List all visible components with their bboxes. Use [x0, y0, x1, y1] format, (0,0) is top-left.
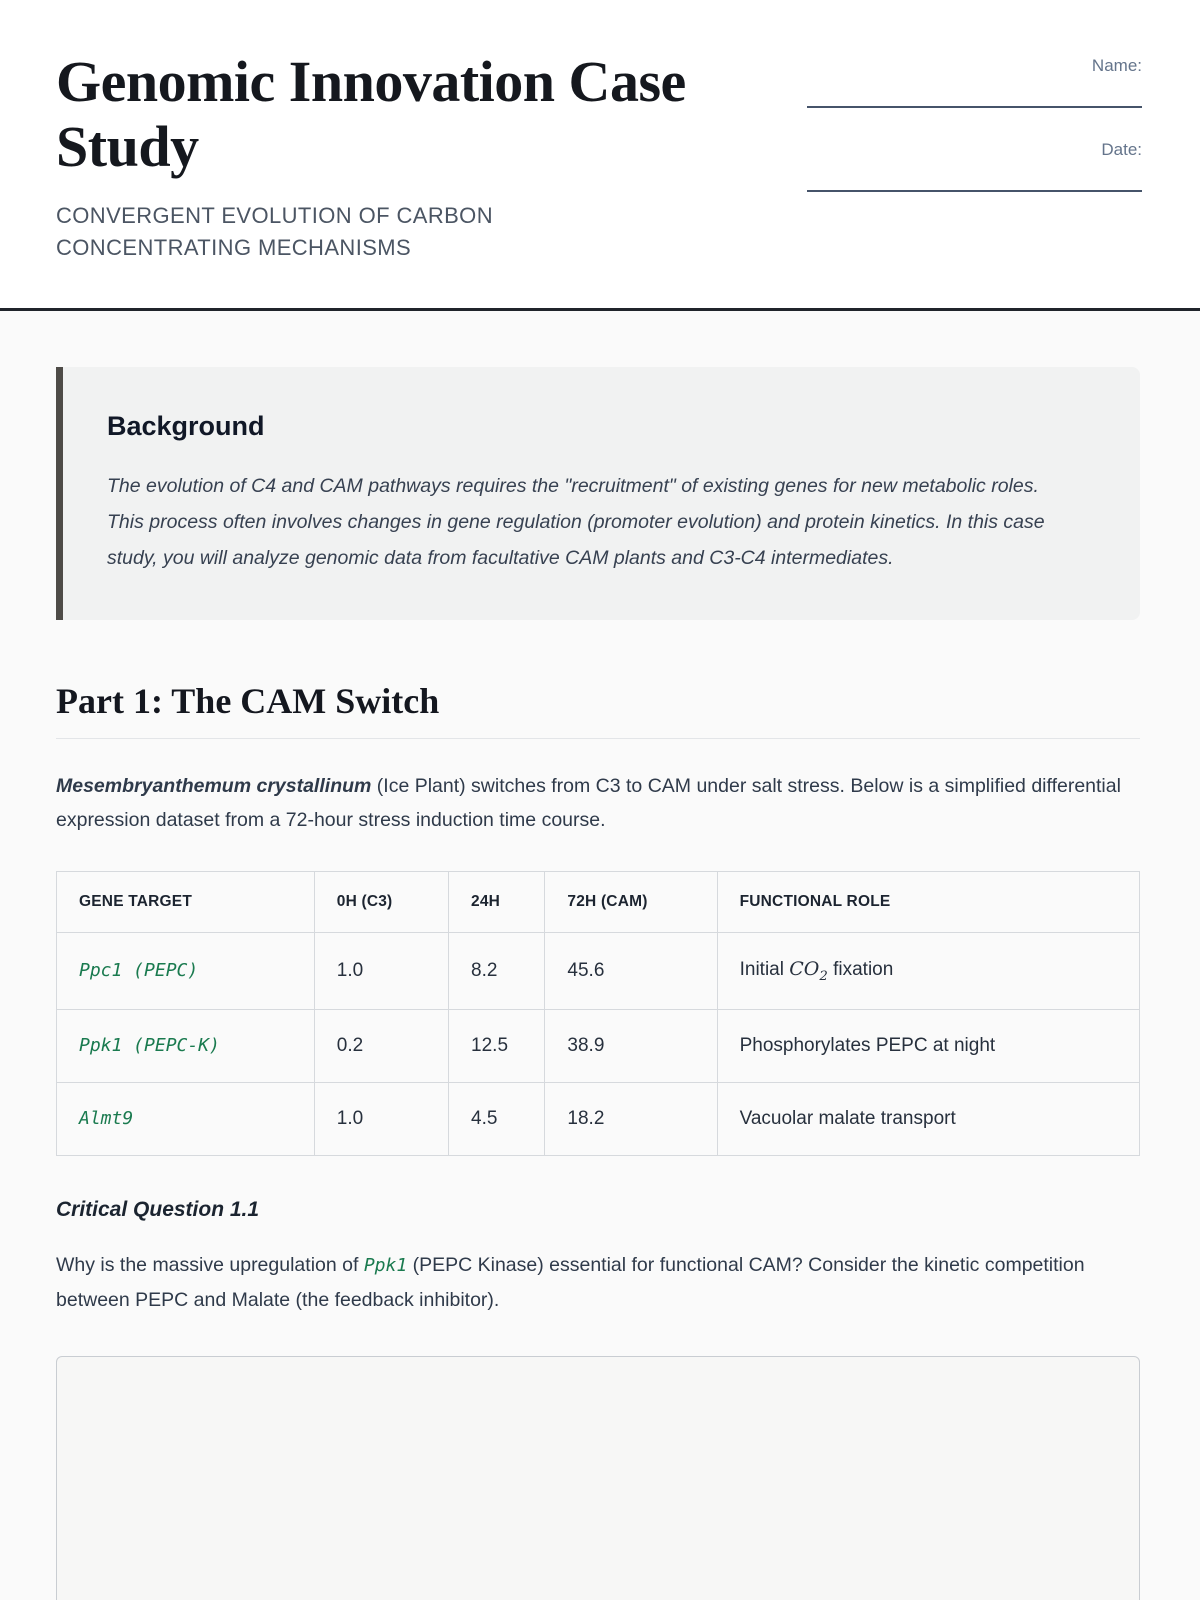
role-cell: Phosphorylates PEPC at night: [717, 1009, 1139, 1082]
background-heading: Background: [107, 410, 265, 441]
background-text: The evolution of C4 and CAM pathways requires the "recruitment" of existing genes for new metabolic roles. This process often involves changes in gene regulation (promoter evolution) and protein kinetics. In this case study, you will analyze genomic data from facultative CAM plants and C3-C4 intermediates.: [107, 474, 1045, 569]
value-cell-0h: 1.0: [314, 1082, 448, 1155]
name-label: Name:: [1091, 56, 1142, 75]
value-cell-24h: 12.5: [449, 1009, 545, 1082]
table-header-row: [57, 872, 1140, 933]
value-cell-72h: 18.2: [545, 1082, 717, 1155]
background-callout: [56, 367, 1140, 620]
col-header-24h: 24H: [449, 872, 545, 933]
intro-text: (Ice Plant) switches from C3 to CAM under salt stress. Below is a simplified differential expression dataset from a 72-hour stress induction time course.: [56, 774, 1121, 831]
answer-box[interactable]: [56, 1356, 1140, 1600]
gene-name: Ppk1 (PEPC-K): [79, 1034, 220, 1056]
main-content: [0, 311, 1200, 1600]
page-title: Genomic Innovation Case Study: [56, 49, 686, 179]
header-title-block: [56, 50, 756, 264]
value-cell-72h: 38.9: [545, 1009, 717, 1082]
question-text-after: (PEPC Kinase) essential for functional CAM? Consider the kinetic competition between PEPC and Malate (the feedback inhibitor).: [56, 1253, 1085, 1312]
gene-cell: [57, 1009, 315, 1082]
expression-table: [56, 871, 1140, 1156]
date-input-line[interactable]: [807, 190, 1142, 192]
part1-intro: [56, 769, 1140, 837]
species-name: Mesembryanthemum crystallinum: [56, 774, 372, 797]
value-cell-24h: 4.5: [449, 1082, 545, 1155]
value-cell-24h: 8.2: [449, 933, 545, 1010]
gene-name: Ppc1 (PEPC): [79, 960, 199, 982]
role-cell: Vacuolar malate transport: [717, 1082, 1139, 1155]
col-header-functional-role: FUNCTIONAL ROLE: [717, 872, 1139, 933]
value-cell-0h: 1.0: [314, 933, 448, 1010]
question-1-1-heading: Critical Question 1.1: [56, 1197, 260, 1221]
col-header-0h: 0H (C3): [314, 872, 448, 933]
page-subtitle: CONVERGENT EVOLUTION OF CARBON CONCENTRATING MECHANISMS: [56, 202, 493, 260]
table-row: [57, 1082, 1140, 1155]
table-row: [57, 933, 1140, 1010]
name-date-block: [807, 50, 1142, 224]
header: [0, 0, 1200, 311]
table-row: [57, 1009, 1140, 1082]
name-input-line[interactable]: [807, 106, 1142, 108]
value-cell-0h: 0.2: [314, 1009, 448, 1082]
gene-name: Almt9: [79, 1107, 134, 1129]
question-text-before: Why is the massive upregulation of: [56, 1253, 364, 1276]
gene-name-inline: Ppk1: [363, 1254, 408, 1276]
gene-cell: [57, 933, 315, 1010]
role-text: fixation: [827, 959, 894, 981]
gene-cell: [57, 1082, 315, 1155]
col-header-72h: 72H (CAM): [545, 872, 717, 933]
role-cell: [717, 933, 1139, 1010]
date-label: Date:: [1101, 140, 1142, 159]
col-header-gene-target: GENE TARGET: [57, 872, 315, 933]
part1-heading: Part 1: The CAM Switch: [56, 680, 1140, 739]
role-text: Initial: [739, 959, 790, 981]
value-cell-72h: 45.6: [545, 933, 717, 1010]
co2-formula: $CO_2$: [789, 958, 828, 984]
question-1-1-text: [56, 1248, 1140, 1318]
